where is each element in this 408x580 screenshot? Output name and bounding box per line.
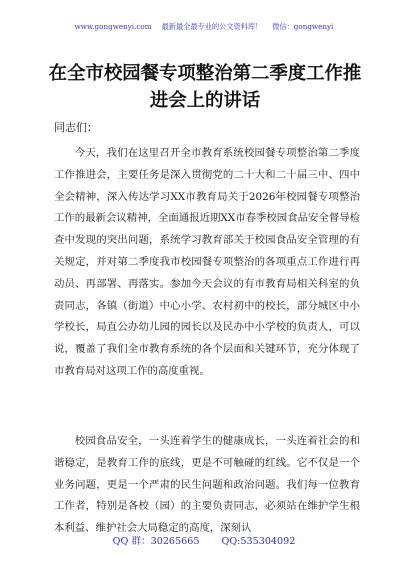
footer-qq: QQ:535304092 bbox=[221, 536, 296, 547]
body-paragraph: 今天，我们在这里召开全市教育系统校园餐专项整治第二季度工作推进会，主要任务是深入贯彻党的二十大和二十届三中、四中全会精神，深入传达学习XX市教育局关于2026年校园餐专项整治工作的最新会议精神，全面通报近期XX市春季校园食品安全督导检查中发现的突出问题，系统学习教育部关于校园食品安全管理的有关规定，并对第二季度我市校园餐专项整治的各项重点工作进行再动员、再部署、再落实。参加今天会议的有市教育局相关科室的负责同志，各镇（街道）中心小学、农村初中的校长，部分城区中小学校长，局直公办幼儿园的园长以及民办中小学校的负责人，可以说，覆盖了我们全市教育系统的各个层面和关键环节，充分体现了市教育局对这项工作的高度重视。 bbox=[54, 147, 360, 377]
page-header bbox=[0, 22, 408, 32]
header-website[interactable]: www.gongwenyi.com bbox=[74, 22, 152, 31]
header-slogan: 最新最全最专业的公文资料库！ bbox=[161, 22, 263, 31]
body-paragraph: 校园食品安全，一头连着学生的健康成长，一头连着社会的和谐稳定，是教育工作的底线，更是不可触碰的红线。它不仅是一个业务问题，更是一个严肃的民生问题和政治问题。我们每一位教育工作者，特别是各校（园）的主要负责同志，必须站在维护学生根本利益、维护社会大局稳定的高度，深刻认 bbox=[54, 435, 360, 535]
page-footer bbox=[0, 533, 408, 547]
greeting: 同志们： bbox=[54, 121, 98, 134]
document-title: 在全市校园餐专项整治第二季度工作推进会上的讲话 bbox=[48, 63, 362, 111]
footer-qq-group: QQ 群：30265665 bbox=[112, 536, 200, 547]
header-wechat: 微信：gongwenyi bbox=[272, 22, 334, 31]
